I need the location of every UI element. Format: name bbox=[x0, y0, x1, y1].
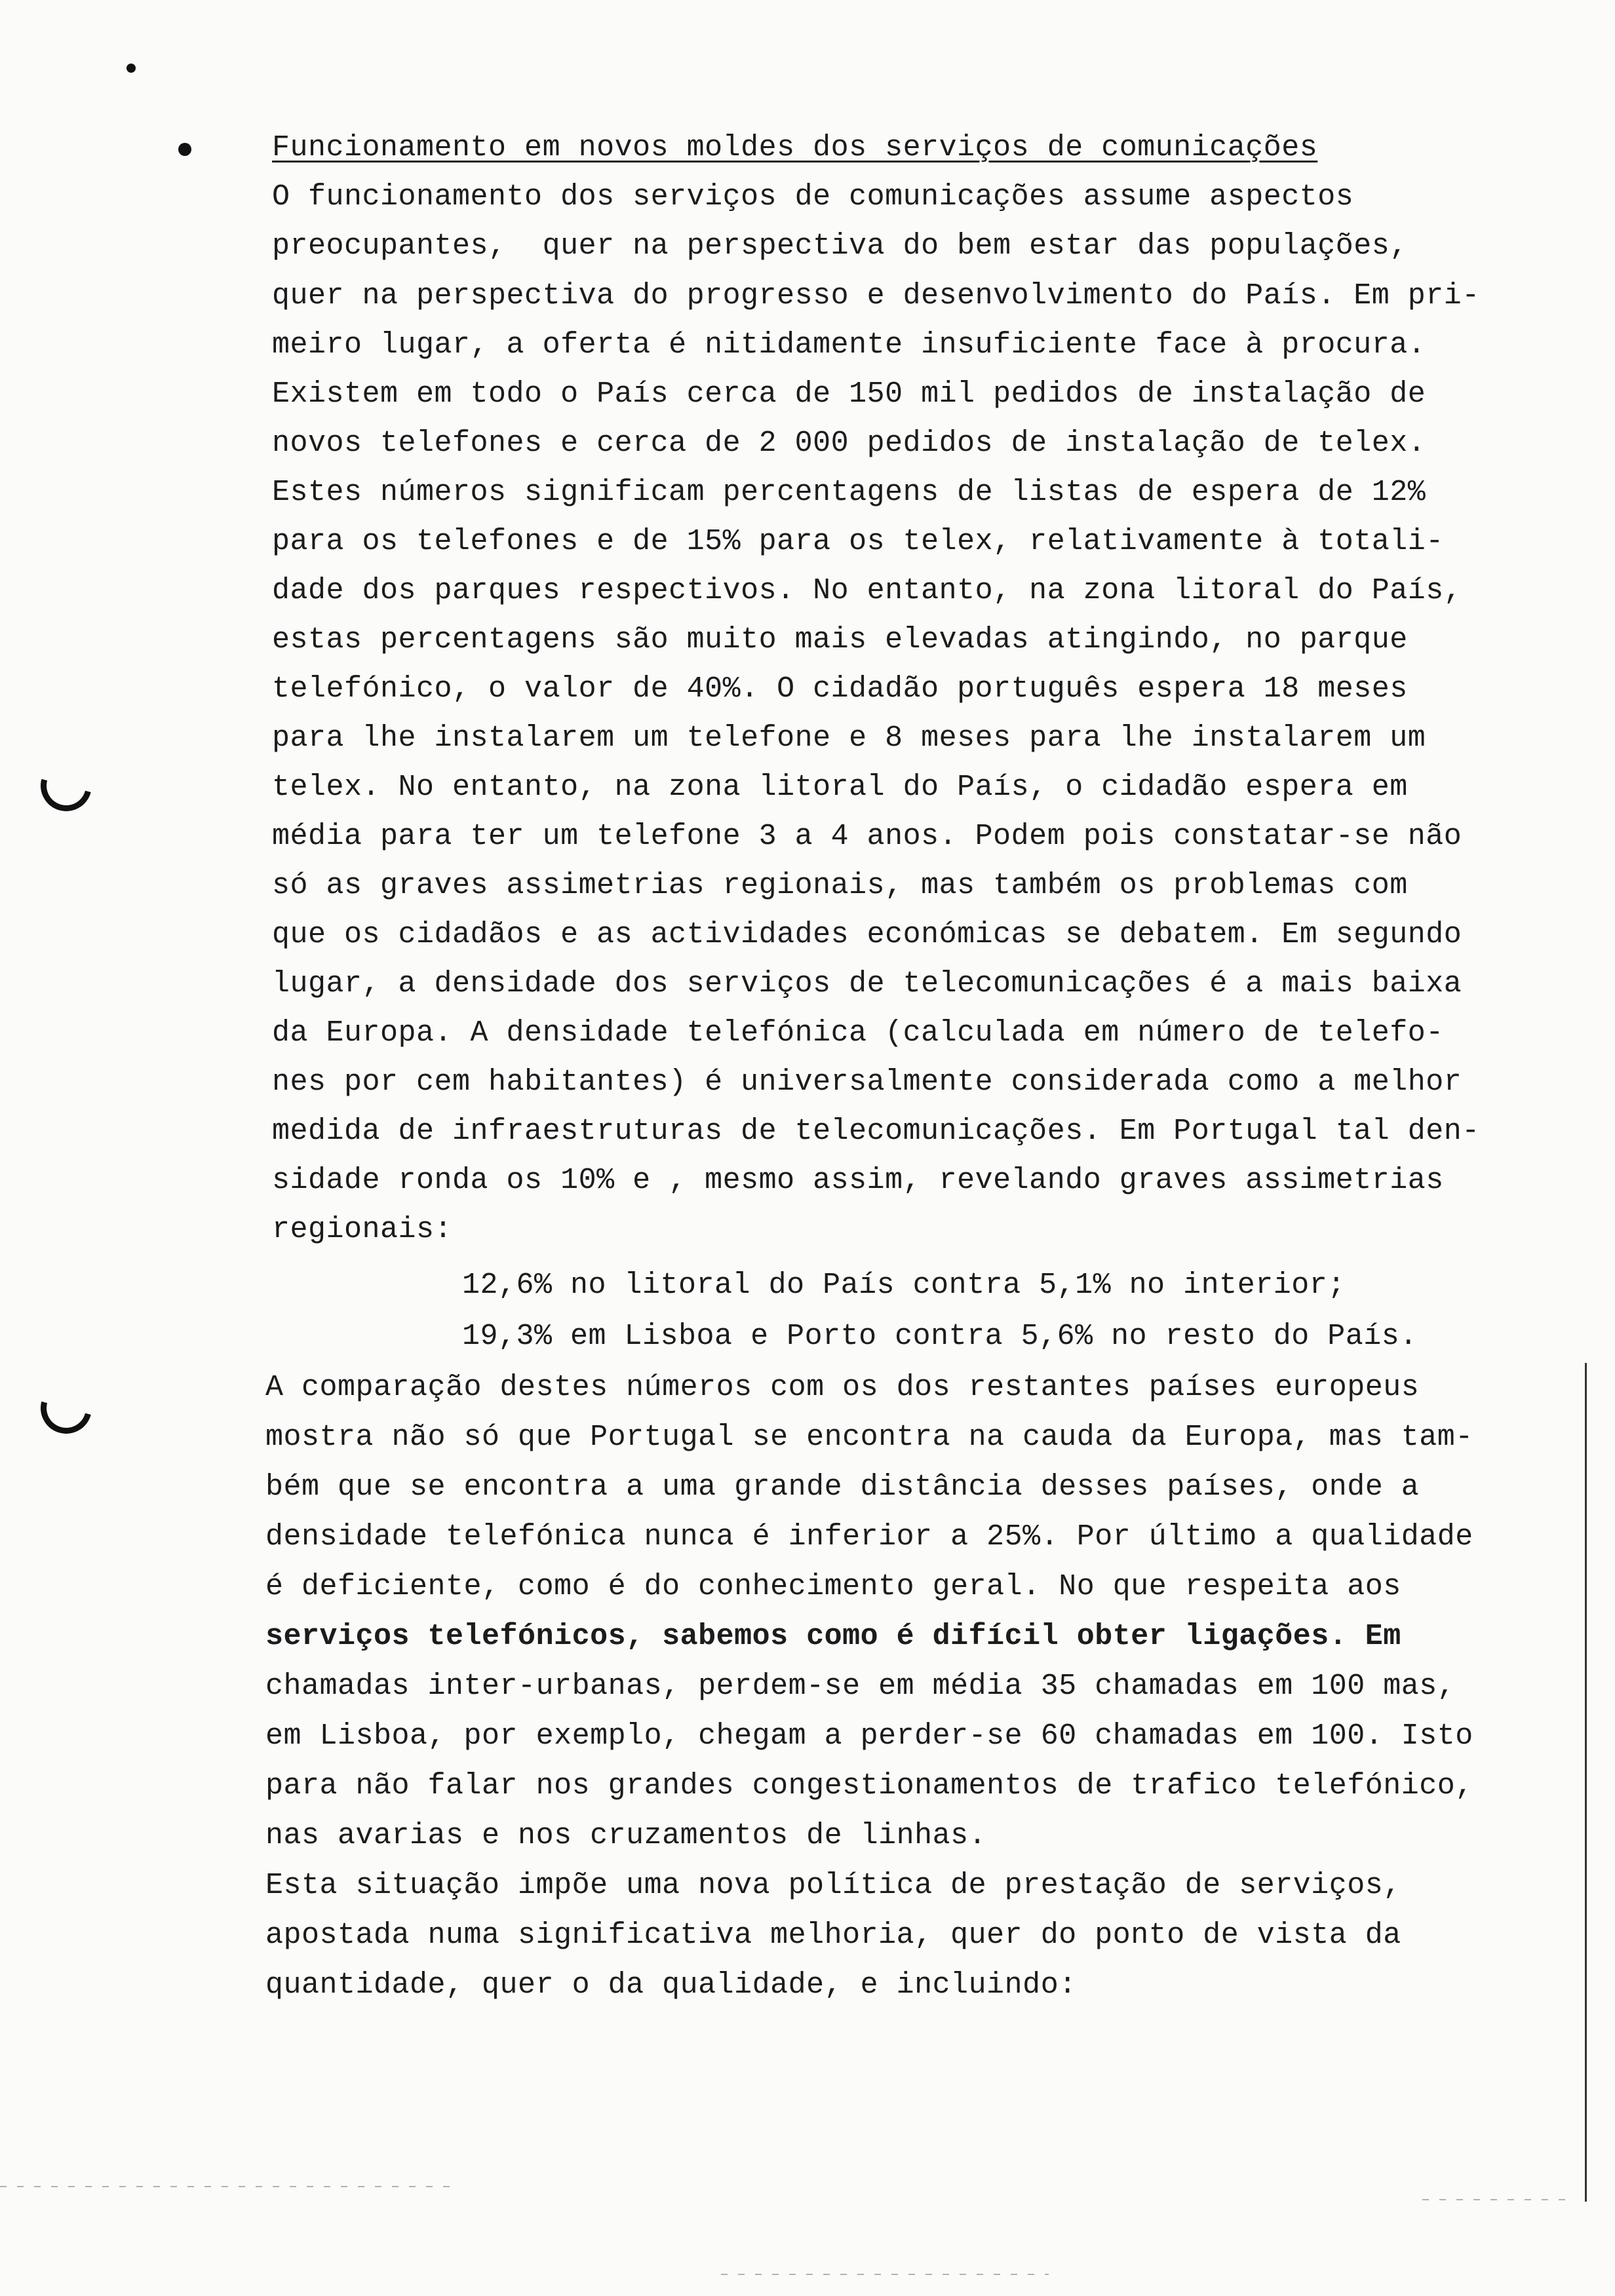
body-line: sidade ronda os 10% e , mesmo assim, revelando graves assimetrias bbox=[272, 1164, 1444, 1197]
body-line: para não falar nos grandes congestionamentos de trafico telefónico, bbox=[265, 1769, 1473, 1803]
scan-noise-footer bbox=[721, 2274, 1049, 2275]
indented-stat-line: 12,6% no litoral do País contra 5,1% no interior; bbox=[462, 1269, 1346, 1302]
body-line: bém que se encontra a uma grande distância desses países, onde a bbox=[265, 1470, 1420, 1504]
body-line: lugar, a densidade dos serviços de telecomunicações é a mais baixa bbox=[272, 967, 1462, 1001]
body-line: quantidade, quer o da qualidade, e incluindo: bbox=[265, 1968, 1077, 2002]
body-line: nas avarias e nos cruzamentos de linhas. bbox=[265, 1819, 987, 1852]
right-edge-line bbox=[1585, 1363, 1587, 2202]
body-line: para os telefones e de 15% para os telex, relativamente à totali- bbox=[272, 525, 1444, 558]
body-line: chamadas inter-urbanas, perdem-se em média 35 chamadas em 100 mas, bbox=[265, 1670, 1456, 1703]
body-line: que os cidadãos e as actividades económicas se debatem. Em segundo bbox=[272, 918, 1462, 951]
body-line: só as graves assimetrias regionais, mas também os problemas com bbox=[272, 869, 1408, 902]
body-line: preocupantes, quer na perspectiva do bem estar das populações, bbox=[272, 229, 1408, 263]
body-line: novos telefones e cerca de 2 000 pedidos de instalação de telex. bbox=[272, 427, 1426, 460]
document-title: Funcionamento em novos moldes dos serviços de comunicações bbox=[272, 131, 1318, 164]
body-line: nes por cem habitantes) é universalmente considerada como a melhor bbox=[272, 1065, 1462, 1099]
body-line: em Lisboa, por exemplo, chegam a perder-se 60 chamadas em 100. Isto bbox=[265, 1719, 1473, 1753]
scan-noise-bottom-left bbox=[0, 2186, 459, 2187]
body-line: A comparação destes números com os dos restantes países europeus bbox=[265, 1371, 1420, 1404]
body-line: apostada numa significativa melhoria, quer do ponto de vista da bbox=[265, 1919, 1401, 1952]
punch-hole-mark-bottom bbox=[31, 1373, 102, 1444]
body-line: dade dos parques respectivos. No entanto, na zona litoral do País, bbox=[272, 574, 1462, 607]
body-line: quer na perspectiva do progresso e desenvolvimento do País. Em pri- bbox=[272, 279, 1480, 313]
body-line: O funcionamento dos serviços de comunicações assume aspectos bbox=[272, 180, 1354, 214]
body-line: densidade telefónica nunca é inferior a 25%. Por último a qualidade bbox=[265, 1520, 1473, 1554]
scan-noise-bottom-right bbox=[1422, 2199, 1573, 2200]
body-line: meiro lugar, a oferta é nitidamente insuficiente face à procura. bbox=[272, 328, 1426, 362]
body-line: serviços telefónicos, sabemos como é difícil obter ligações. Em bbox=[265, 1620, 1401, 1653]
body-line: medida de infraestruturas de telecomunicações. Em Portugal tal den- bbox=[272, 1115, 1480, 1148]
title-bullet bbox=[178, 143, 191, 156]
indented-stat-line: 19,3% em Lisboa e Porto contra 5,6% no resto do País. bbox=[462, 1320, 1418, 1353]
body-line: da Europa. A densidade telefónica (calculada em número de telefo- bbox=[272, 1016, 1444, 1050]
body-line: média para ter um telefone 3 a 4 anos. Podem pois constatar-se não bbox=[272, 820, 1462, 853]
body-line: para lhe instalarem um telefone e 8 meses para lhe instalarem um bbox=[272, 721, 1426, 755]
body-line: é deficiente, como é do conhecimento geral. No que respeita aos bbox=[265, 1570, 1401, 1603]
body-line: mostra não só que Portugal se encontra na cauda da Europa, mas tam- bbox=[265, 1421, 1473, 1454]
punch-hole-mark-top bbox=[31, 751, 102, 821]
body-line: telefónico, o valor de 40%. O cidadão português espera 18 meses bbox=[272, 672, 1408, 706]
body-line: regionais: bbox=[272, 1213, 453, 1246]
body-line: Existem em todo o País cerca de 150 mil pedidos de instalação de bbox=[272, 377, 1426, 411]
body-line: Esta situação impõe uma nova política de prestação de serviços, bbox=[265, 1869, 1401, 1902]
body-line: Estes números significam percentagens de listas de espera de 12% bbox=[272, 476, 1426, 509]
body-line: telex. No entanto, na zona litoral do País, o cidadão espera em bbox=[272, 771, 1408, 804]
body-line: estas percentagens são muito mais elevadas atingindo, no parque bbox=[272, 623, 1408, 657]
margin-bullet-mark bbox=[126, 64, 136, 73]
